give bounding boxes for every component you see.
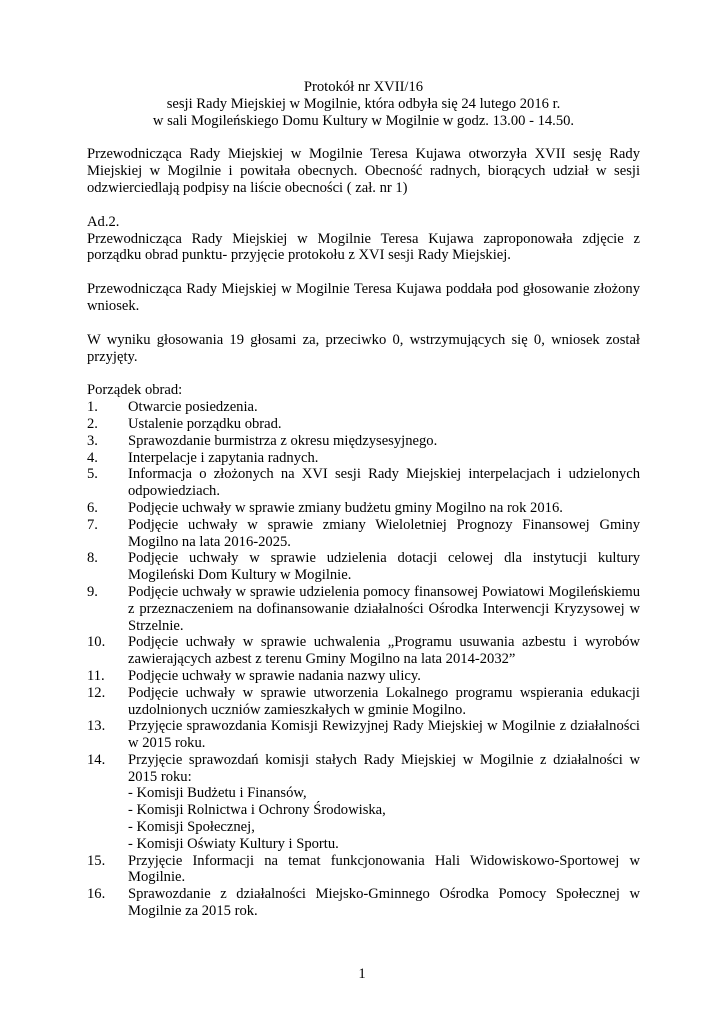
list-item: 1. Otwarcie posiedzenia.: [87, 399, 258, 416]
venue-line: w sali Mogileńskiego Domu Kultury w Mogilnie w godz. 13.00 - 14.50.: [152, 112, 575, 129]
list-item: 15. Przyjęcie Informacji na temat funkcjonowania Hali Widowiskowo-Sportowej w Mogilnie.: [87, 852, 640, 886]
committee-subitem: - Komisji Społecznej,: [128, 819, 255, 836]
list-item: 6. Podjęcie uchwały w sprawie zmiany budżetu gminy Mogilno na rok 2016.: [87, 499, 563, 516]
list-item: 11. Podjęcie uchwały w sprawie nadania nazwy ulicy.: [87, 667, 421, 684]
committee-subitem: - Komisji Rolnictwa i Ochrony Środowiska,: [128, 802, 386, 819]
protocol-header: [87, 79, 640, 129]
agenda-list: [87, 399, 640, 920]
session-line: sesji Rady Miejskiej w Mogilnie, która odbyła się 24 lutego 2016 r.: [166, 95, 561, 112]
committee-subitem: - Komisji Oświaty Kultury i Sportu.: [128, 835, 339, 852]
list-item: 13. Przyjęcie sprawozdania Komisji Rewizyjnej Rady Miejskiej w Mogilnie z działalności w 2015 roku.: [87, 718, 640, 752]
list-item: 2. Ustalenie porządku obrad.: [87, 415, 282, 432]
opening-paragraph: Przewodnicząca Rady Miejskiej w Mogilnie Teresa Kujawa otworzyła XVII sesję Rady Miejskiej w Mogilnie i powitała obecnych. Obecność radnych, biorących udział w sesji odzwierciedlają podpisy na liście obecności ( zał. nr 1): [87, 146, 640, 196]
list-item: 5. Informacja o złożonych na XVI sesji Rady Miejskiej interpelacjach i udzielonych odpowiedziach.: [87, 466, 640, 500]
vote-call-paragraph: Przewodnicząca Rady Miejskiej w Mogilnie Teresa Kujawa poddała pod głosowanie złożony wniosek.: [87, 281, 640, 314]
list-item: 9. Podjęcie uchwały w sprawie udzielenia pomocy finansowej Powiatowi Mogileńskiemu z przeznaczeniem na dofinansowanie działalności Ośrodka Interwencji Kryzysowej w Strzelnie.: [87, 583, 640, 634]
vote-result-paragraph: W wyniku głosowania 19 głosami za, przeciwko 0, wstrzymujących się 0, wniosek został przyjęty.: [87, 331, 640, 365]
list-item: 4. Interpelacje i zapytania radnych.: [87, 449, 319, 466]
agenda-label: Porządek obrad:: [87, 382, 183, 399]
proposal-paragraph: Przewodnicząca Rady Miejskiej w Mogilnie Teresa Kujawa zaproponowała zdjęcie z porządku obrad punktu- przyjęcie protokołu z XVI sesji Rady Miejskiej.: [87, 230, 640, 264]
protocol-title: Protokół nr XVII/16: [303, 79, 424, 95]
list-item: 10. Podjęcie uchwały w sprawie uchwalenia „Programu usuwania azbestu i wyrobów zawierających azbest z terenu Gminy Mogilno na lata 2014-2032”: [87, 634, 640, 668]
list-item: 12. Podjęcie uchwały w sprawie utworzenia Lokalnego programu wspierania edukacji uzdolnionych uczniów zamieszkałych w gminie Mogilno.: [87, 684, 640, 718]
list-item: 14. Przyjęcie sprawozdań komisji stałych Rady Miejskiej w Mogilnie z działalności w 2015 roku: - Komisji Budżetu i Finansów, - Komisji Rolnictwa i Ochrony Środowiska, - Komisji Społecznej, - Komisji Oświaty Kultury i Sportu.: [87, 751, 640, 852]
committee-subitem: - Komisji Budżetu i Finansów,: [128, 785, 307, 802]
ad-label: Ad.2.: [87, 213, 120, 230]
document-body: [87, 79, 640, 920]
list-item: 3. Sprawozdanie burmistrza z okresu międzysesyjnego.: [87, 432, 438, 449]
list-item: 8. Podjęcie uchwały w sprawie udzielenia dotacji celowej dla instytucji kultury Mogileński Dom Kultury w Mogilnie.: [87, 550, 640, 584]
page-number: 1: [358, 966, 366, 982]
list-item: 7. Podjęcie uchwały w sprawie zmiany Wieloletniej Prognozy Finansowej Gminy Mogilno na lata 2016-2025.: [87, 516, 640, 550]
list-item: 16. Sprawozdanie z działalności Miejsko-Gminnego Ośrodka Pomocy Społecznej w Mogilnie za 2015 rok.: [87, 886, 640, 920]
